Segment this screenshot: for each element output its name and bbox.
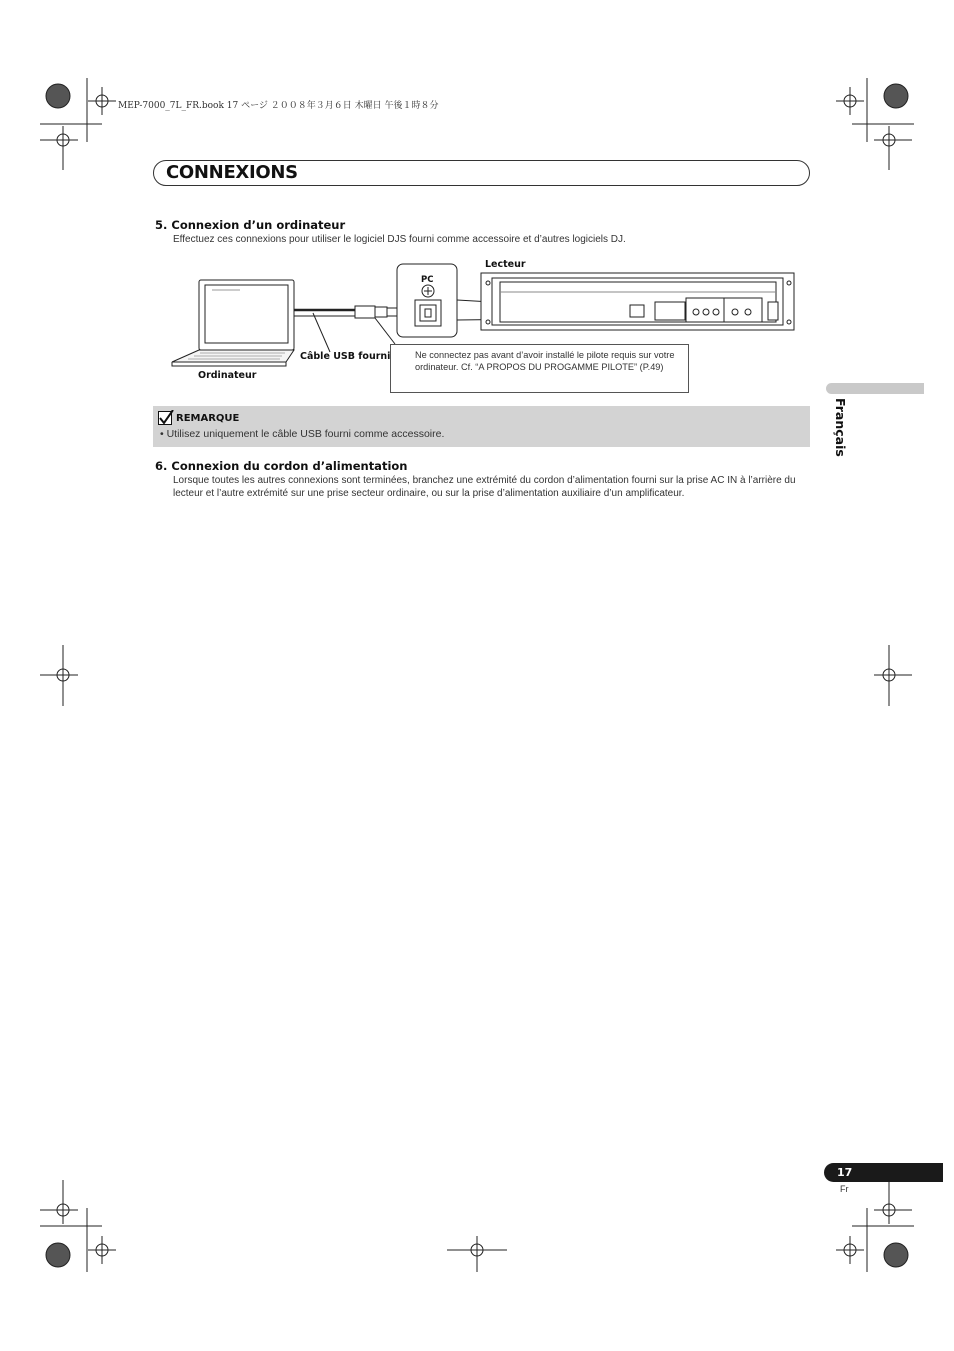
page-number: 17 xyxy=(837,1166,853,1179)
section-6-heading: 6. Connexion du cordon d’alimentation xyxy=(155,459,408,473)
label-pc: PC xyxy=(421,275,434,285)
label-lecteur: Lecteur xyxy=(485,259,526,270)
language-text: Français xyxy=(833,398,848,457)
page-title: CONNEXIONS xyxy=(166,162,298,183)
warning-text: Ne connectez pas avant d’avoir installé le pilote requis sur votre ordinateur. Cf. “A PROPOS DU PROGAMME PILOTE” (P.49) xyxy=(415,350,675,372)
section-5-intro: Effectuez ces connexions pour utiliser le logiciel DJS fourni comme accessoire et d’autres logiciels DJ. xyxy=(173,234,626,245)
section-6-body: Lorsque toutes les autres connexions sont terminées, branchez une extrémité du cordon d’alimentation fourni sur la prise AC IN à l’arrière du lecteur et l’autre extrémité sur une prise secteur ordinaire, ou sur la prise d’alimentation auxiliaire d’un amplificateur. xyxy=(173,475,796,499)
label-cable: Câble USB fourni xyxy=(300,351,391,362)
page-lang-code: Fr xyxy=(840,1184,849,1194)
language-tab xyxy=(826,383,924,394)
language-label xyxy=(824,396,850,466)
section-5-heading: 5. Connexion d’un ordinateur xyxy=(155,218,346,232)
checkmark-icon xyxy=(158,410,174,426)
label-ordinateur: Ordinateur xyxy=(198,370,257,381)
note-title: REMARQUE xyxy=(176,413,240,424)
note-item: • Utilisez uniquement le câble USB fourni comme accessoire. xyxy=(160,428,445,440)
note-box xyxy=(153,406,810,447)
print-header: MEP-7000_7L_FR.book 17 ページ ２００８年３月６日 木曜日 午後１時８分 xyxy=(118,101,439,111)
